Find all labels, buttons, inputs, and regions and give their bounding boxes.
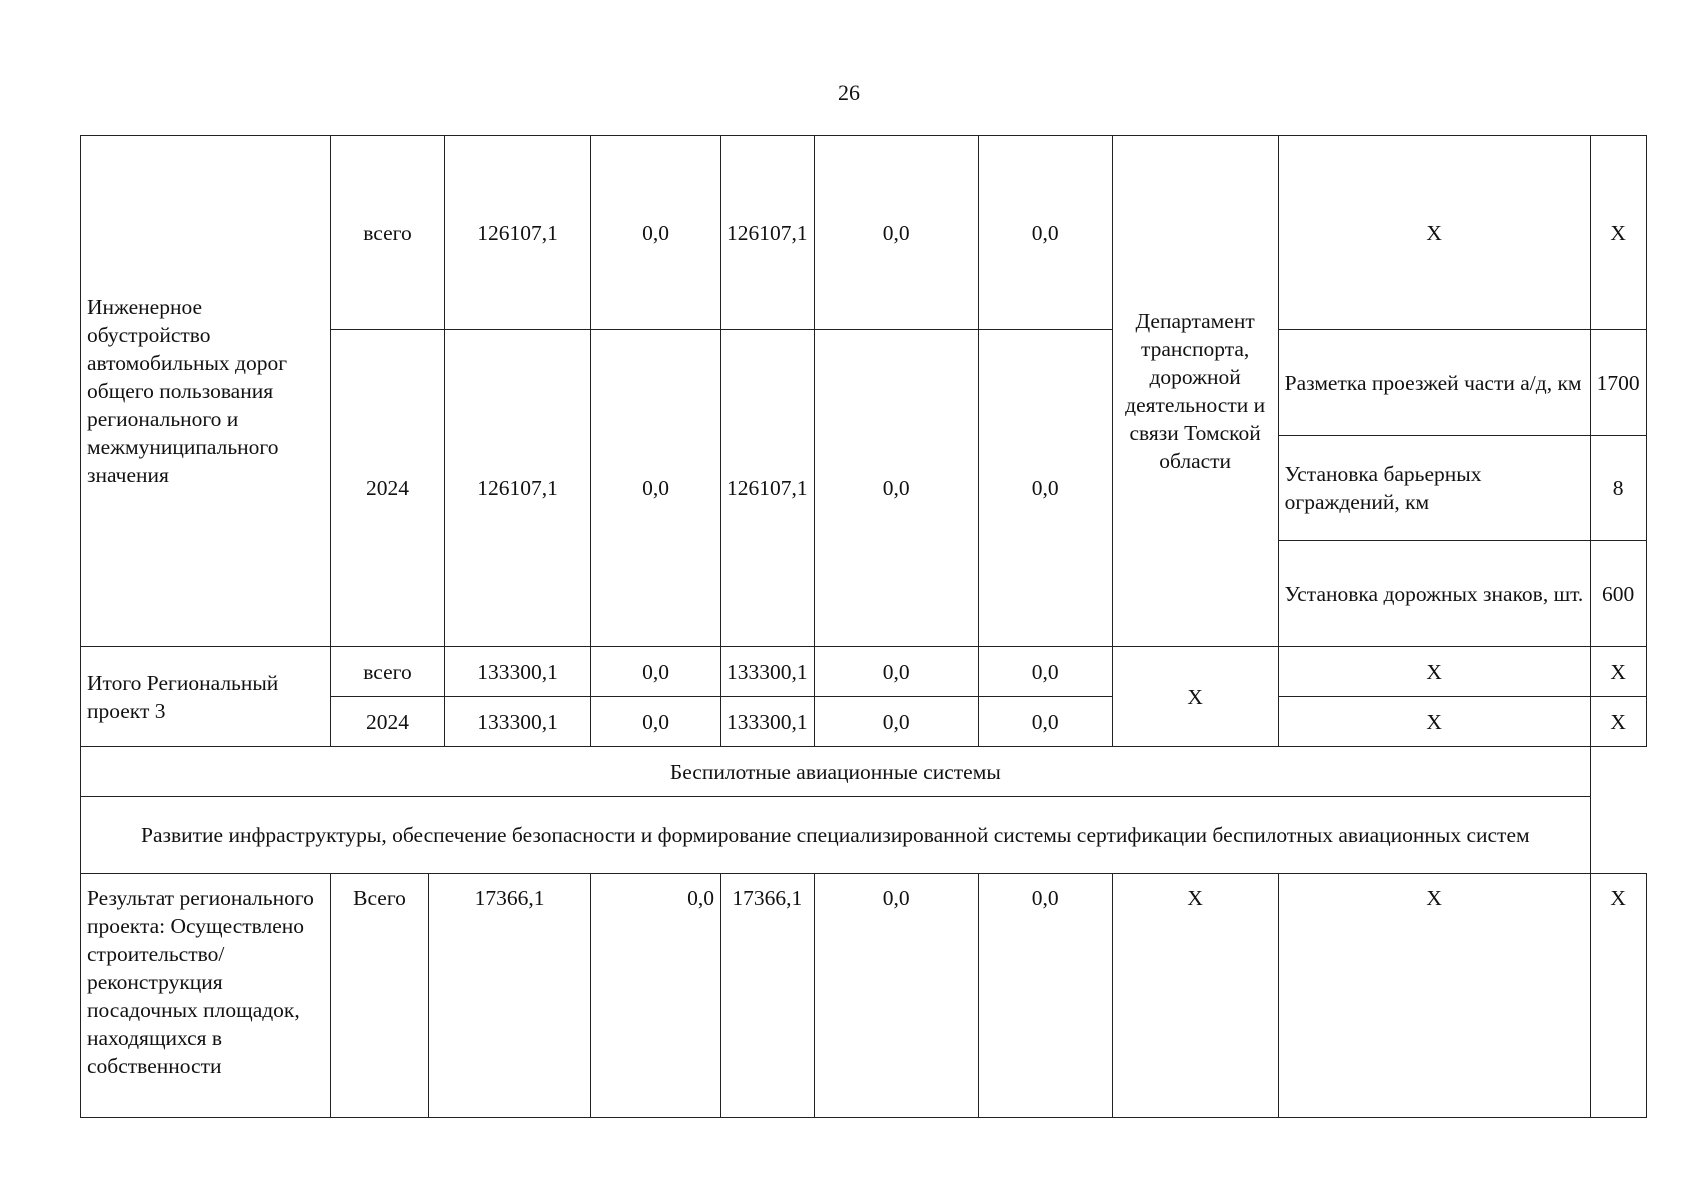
indicator-value-cell: Х [1590, 136, 1646, 330]
executor-cell: Департамент транспорта, дорожной деятельности и связи Томской области [1112, 136, 1278, 647]
table-row [81, 136, 1647, 330]
value-cell: 0,0 [814, 874, 978, 1118]
value-cell: 0,0 [591, 874, 721, 1118]
value-cell: 0,0 [591, 136, 721, 330]
value-cell: 0,0 [978, 136, 1112, 330]
indicator-value-cell: 1700 [1590, 330, 1646, 436]
value-cell: 133300,1 [721, 697, 815, 747]
indicator-name-cell: Разметка проезжей части а/д, км [1278, 330, 1590, 436]
value-cell: 0,0 [978, 874, 1112, 1118]
table-row [81, 647, 1647, 697]
value-cell: 126107,1 [721, 330, 815, 647]
value-cell: 0,0 [978, 647, 1112, 697]
value-cell: 0,0 [814, 647, 978, 697]
value-cell: 0,0 [814, 330, 978, 647]
indicator-name-cell: Х [1278, 647, 1590, 697]
period-cell: всего [331, 647, 445, 697]
value-cell: 0,0 [591, 697, 721, 747]
indicator-name-cell: Установка дорожных знаков, шт. [1278, 541, 1590, 647]
period-cell: 2024 [331, 330, 445, 647]
value-cell: 0,0 [814, 136, 978, 330]
indicator-value-cell: Х [1590, 647, 1646, 697]
period-cell: 2024 [331, 697, 445, 747]
row-name-cell: Результат регионального проекта: Осуществлено строительство/ реконструкция посадочных площадок, находящихся в собственности [81, 874, 331, 1118]
page-number: 26 [838, 80, 860, 105]
value-cell: 126107,1 [721, 136, 815, 330]
table-row [81, 874, 1647, 1118]
table-row [81, 797, 1647, 874]
row-name-cell: Инженерное обустройство автомобильных дорог общего пользования регионального и межмуниципального значения [81, 136, 331, 647]
value-cell: 0,0 [814, 697, 978, 747]
value-cell: 17366,1 [429, 874, 591, 1118]
indicator-name-cell: Х [1278, 136, 1590, 330]
indicator-name-cell: Х [1278, 697, 1590, 747]
indicator-name-cell: Х [1278, 874, 1590, 1118]
value-cell: 133300,1 [721, 647, 815, 697]
value-cell: 133300,1 [445, 647, 591, 697]
project-title: Развитие инфраструктуры, обеспечение безопасности и формирование специализированной системы сертификации беспилотных авиационных систем [81, 797, 1591, 874]
value-cell: 0,0 [591, 647, 721, 697]
executor-cell: Х [1112, 647, 1278, 747]
period-cell: всего [331, 136, 445, 330]
row-name-cell: Итого Региональный проект 3 [81, 647, 331, 747]
indicator-name-cell: Установка барьерных ограждений, км [1278, 436, 1590, 541]
indicator-value-cell: Х [1590, 874, 1646, 1118]
value-cell: 0,0 [978, 330, 1112, 647]
indicator-value-cell: Х [1590, 697, 1646, 747]
value-cell: 133300,1 [445, 697, 591, 747]
budget-table [80, 135, 1647, 1118]
value-cell: 126107,1 [445, 330, 591, 647]
value-cell: 126107,1 [445, 136, 591, 330]
indicator-value-cell: 600 [1590, 541, 1646, 647]
executor-cell: Х [1112, 874, 1278, 1118]
table-row [81, 747, 1647, 797]
value-cell: 0,0 [978, 697, 1112, 747]
section-title: Беспилотные авиационные системы [81, 747, 1591, 797]
value-cell: 17366,1 [721, 874, 815, 1118]
value-cell: 0,0 [591, 330, 721, 647]
period-cell: Всего [331, 874, 429, 1118]
indicator-value-cell: 8 [1590, 436, 1646, 541]
